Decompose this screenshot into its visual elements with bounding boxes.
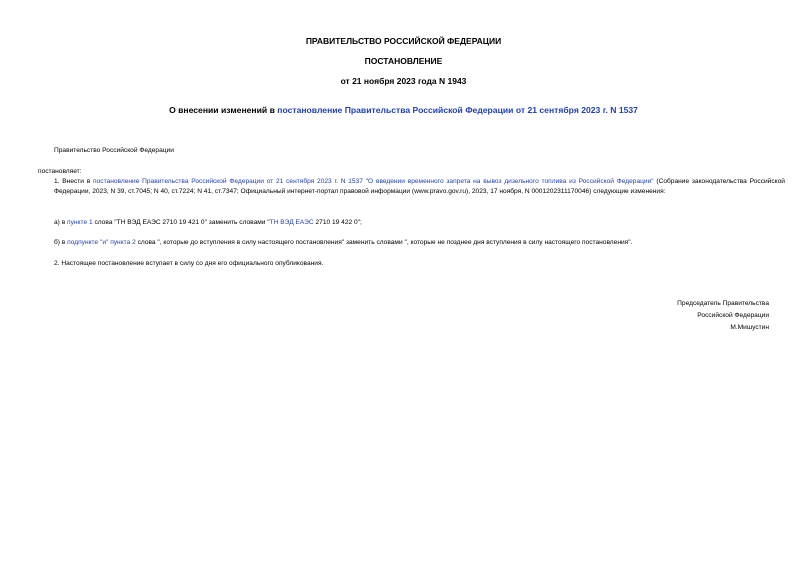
title-prefix: О внесении изменений в (169, 105, 278, 115)
signature-country: Российской Федерации (697, 312, 769, 320)
item-a-paragraph (38, 218, 785, 228)
item-a-suffix: 2710 19 422 0"; (313, 219, 362, 226)
document-date-number: от 21 ноября 2023 года N 1943 (340, 76, 467, 86)
item-a-mid: слова "ТН ВЭД ЕАЭС 2710 19 421 0" заменить словами " (92, 219, 270, 226)
signature-block (677, 298, 769, 335)
document-type: ПОСТАНОВЛЕНИЕ (364, 56, 443, 66)
item-a-tnved-link[interactable]: ТН ВЭД ЕАЭС (269, 219, 314, 226)
item-1-decree-link[interactable]: постановление Правительства Российской Федерации от 21 сентября 2023 г. N 1537 (93, 178, 363, 185)
signature-position: Председатель Правительства (677, 300, 769, 307)
item-b-subpoint-link[interactable]: подпункте "и" пункта 2 (67, 239, 136, 246)
document-title (0, 105, 807, 115)
item-b-prefix: б) в (54, 239, 68, 246)
title-link-decree-1537[interactable]: постановление Правительства Российской Федерации от 21 сентября 2023 г. N 1537 (277, 105, 638, 115)
item-2-paragraph: 2. Настоящее постановление вступает в силу со дня его официального опубликования. (54, 260, 324, 267)
item-1-paragraph (38, 177, 785, 197)
item-a-prefix: а) в (54, 219, 68, 226)
item-1-title-link[interactable]: "О введении временного запрета на вывоз дизельного топлива из Российской Федерации" (365, 178, 654, 185)
item-1-prefix: 1. Внести в (54, 178, 94, 185)
item-b-paragraph (38, 238, 785, 248)
government-heading: ПРАВИТЕЛЬСТВО РОССИЙСКОЙ ФЕДЕРАЦИИ (305, 36, 502, 46)
signature-name: М.Мишустин (730, 324, 769, 332)
decrees-paragraph: постановляет: (38, 168, 82, 175)
item-b-rest: слова ", которые до вступления в силу настоящего постановления" заменить словами ", которые не позднее дня вступления в силу настоящего постановления". (135, 239, 633, 246)
item-a-point-1-link[interactable]: пункте 1 (67, 219, 93, 226)
item-1-rest: (Собрание законодательства Российской Федерации, 2023, N 39, ст.7045; N 40, ст.7224; N 41, ст.7347; Официальный интернет-портал правовой информации (www.pravo.gov.ru), 2023, 17 ноября, N 0001202311170046) следующие изменения: (54, 178, 785, 196)
issuer-paragraph: Правительство Российской Федерации (54, 147, 174, 154)
